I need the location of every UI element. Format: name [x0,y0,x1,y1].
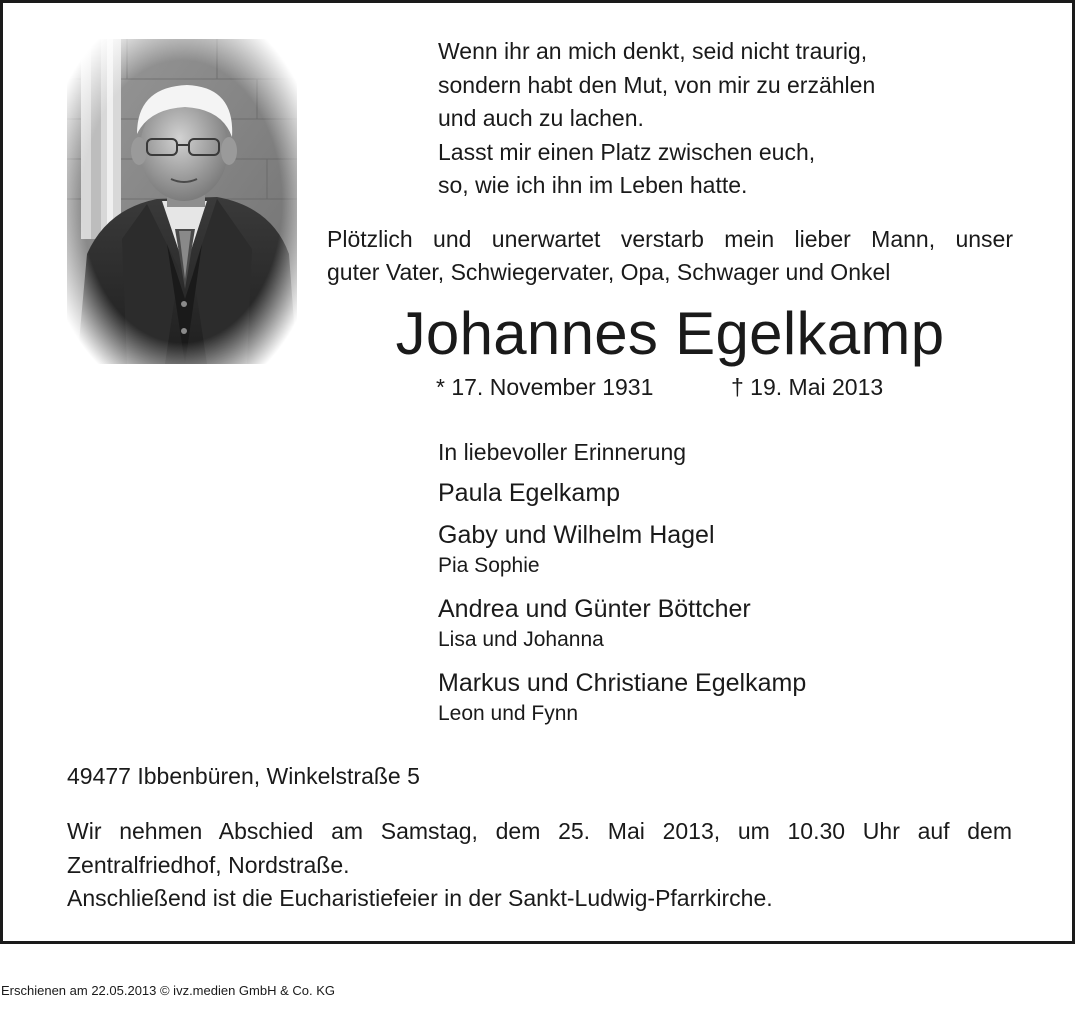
portrait-image [67,39,297,364]
announcement-line: guter Vater, Schwiegervater, Opa, Schwager und Onkel [327,259,891,285]
mourners-list [438,436,806,728]
poem-line: und auch zu lachen. [438,105,644,131]
publication-credit: Erschienen am 22.05.2013 © ivz.medien GmbH & Co. KG [1,983,336,998]
funeral-details [67,815,1012,916]
birth-date: * 17. November 1931 [436,374,654,400]
poem-line: sondern habt den Mut, von mir zu erzählen [438,71,876,98]
mourner-names: Andrea und Günter Böttcher [438,595,751,623]
mourner-names: Markus und Christiane Egelkamp [438,669,807,697]
deceased-name: Johannes Egelkamp [395,300,945,367]
mourner-children: Leon und Fynn [438,702,579,725]
mourners-heading: In liebevoller Erinnerung [438,439,687,465]
announcement-line: Plötzlich und unerwartet verstarb mein lieber Mann, unser [327,226,1013,252]
death-date: † 19. Mai 2013 [731,374,884,400]
poem-line: so, wie ich ihn im Leben hatte. [438,172,748,198]
poem-line: Lasst mir einen Platz zwischen euch, [438,138,816,165]
mourner-names: Paula Egelkamp [438,479,621,507]
family-address: 49477 Ibbenbüren, Winkelstraße 5 [67,763,420,789]
funeral-line: Wir nehmen Abschied am Samstag, dem 25. Mai 2013, um 10.30 Uhr auf dem [67,818,1012,844]
funeral-line: Anschließend ist die Eucharistiefeier in der Sankt-Ludwig-Pfarrkirche. [67,885,773,911]
mourner-children: Lisa und Johanna [438,628,604,651]
mourner-names: Gaby und Wilhelm Hagel [438,521,715,549]
mourner-children: Pia Sophie [438,554,540,577]
death-announcement [327,223,1013,289]
poem [438,35,875,203]
funeral-line: Zentralfriedhof, Nordstraße. [67,851,350,878]
portrait-photo [67,39,297,364]
poem-line: Wenn ihr an mich denkt, seid nicht traurig, [438,38,868,64]
